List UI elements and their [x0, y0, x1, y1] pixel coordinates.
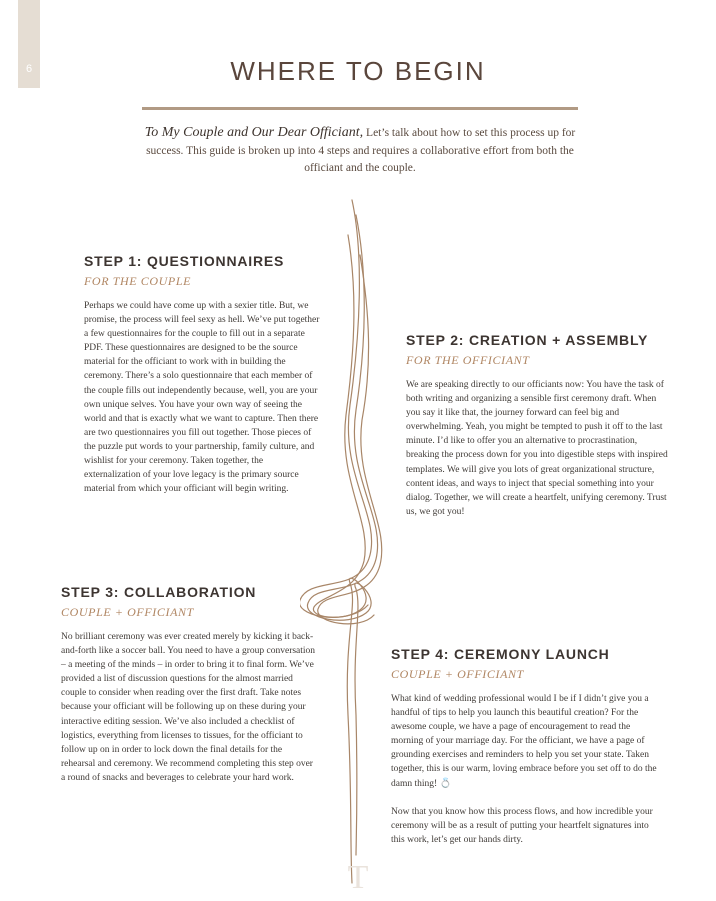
step-title: STEP 3: COLLABORATION	[61, 584, 257, 600]
step-body: What kind of wedding professional would I be if I didn’t give you a handful of tips to help you launch this beautiful creation? For the awesome couple, we have a page of encouragement to read the morning of your marriage day. For the officiant, we have a page of grounding exercises and reminders to help you set your state. Taken together, this is our warm, loving embrace before you set off to do the damn thing! 💍	[391, 694, 657, 789]
page-number: 6	[25, 63, 33, 75]
step-body: Perhaps we could have come up with a sexier title. But, we promise, the process will feel sexy as hell. We’ve put together a few questionnaires for the couple to fill out in a separate PDF. These questionnaires are designed to be the source material for the officiant to work with in building the ceremony. There’s a solo questionnaire that each member of the couple fills out independently because, well, you are your own unique selves. You have your own way of seeing the world and that is exactly what we want to capture. Then there are two questionnaires you fill out together. Those pieces of the puzzle put words to your partnership, family culture, and wishlist for your ceremony. Taken together, the externalization of your love legacy is the primary source material from which your officiant will begin writing.	[84, 301, 320, 495]
step-audience: COUPLE + OFFICIANT	[391, 667, 524, 681]
step-body: No brilliant ceremony was ever created merely by kicking it back-and-forth like a soccer ball. You need to have a group conversation – a meeting of the minds – in order to bring it to final form. We’ve provided a list of discussion questions for the almost married couple to consider when reading over the first draft. Take notes because your officiant will be following up on these during your interactive editing session. We’ve also included a checklist of logistics, everything from licenses to tissues, for the officiant to follow up on in order to lock down the final details for the rehearsal and ceremony. We recommend completing this step over a round of snacks and beverages to celebrate your hard work.	[61, 632, 316, 783]
step-ceremony-launch	[391, 646, 659, 847]
step-collaboration	[61, 584, 317, 785]
intro-text: Let’s talk about how to set this process up for success. This guide is broken up into 4 steps and requires a collaborative effort from both the officiant and the couple.	[146, 127, 576, 174]
step-title: STEP 4: CEREMONY LAUNCH	[391, 646, 610, 662]
step-audience: FOR THE COUPLE	[84, 274, 192, 288]
step-body: We are speaking directly to our officiants now: You have the task of both writing and organizing a sensible first ceremony draft. When you say it like that, the journey forward can feel big and overwhelming. Yeah, you might be tempted to push it off to the last minute. I’d like to offer you an alternative to procrastination, breaking the process down for you into digestible steps with inspired templates. We will give you lots of great organizational structure, content ideas, and ways to inject that special something into your dialog. Together, we will create a heartfelt, unifying ceremony. Trust us, we got you!	[406, 380, 668, 517]
title-divider	[142, 107, 578, 110]
intro-paragraph	[138, 124, 582, 178]
step-creation-assembly	[406, 332, 668, 519]
step-audience: COUPLE + OFFICIANT	[61, 605, 194, 619]
step-title: STEP 2: CREATION + ASSEMBLY	[406, 332, 649, 348]
brand-monogram-icon: T	[347, 859, 369, 896]
step-questionnaires	[84, 253, 320, 496]
step-title: STEP 1: QUESTIONNAIRES	[84, 253, 285, 269]
step-body-closing: Now that you know how this process flows, and how incredible your ceremony will be as a result of putting your heartfelt signatures into this work, let’s get our hands dirty.	[391, 806, 653, 845]
page-title: WHERE TO BEGIN	[230, 56, 486, 86]
intro-lead: To My Couple and Our Dear Officiant,	[144, 125, 364, 140]
step-audience: FOR THE OFFICIANT	[406, 353, 530, 367]
